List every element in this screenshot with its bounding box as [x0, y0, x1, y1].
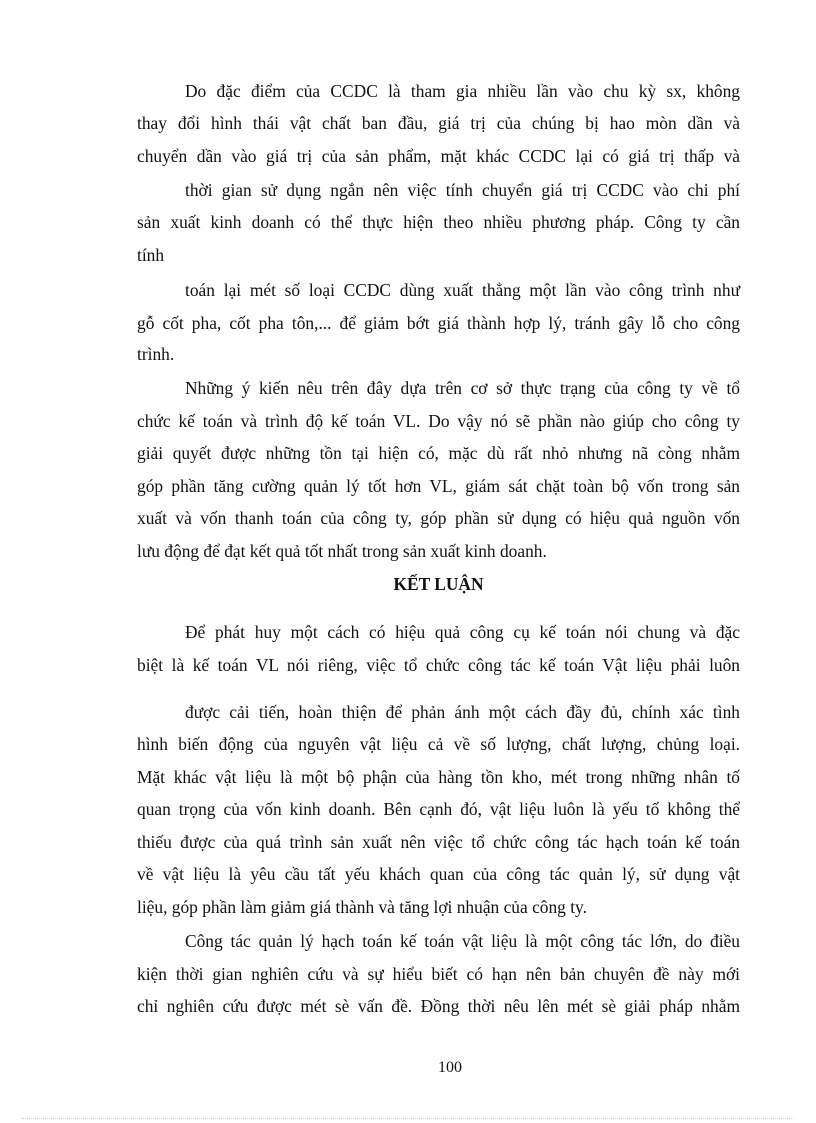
page-number: 100	[438, 1059, 462, 1076]
text-line: tính	[137, 245, 165, 265]
text-line: thiếu được của quá trình sản xuất nên việc tổ chức công tác hạch toán kế toán	[137, 832, 740, 852]
text-line: lưu động để đạt kết quả tốt nhất trong sản xuất kinh doanh.	[137, 541, 547, 561]
text-line: chuyển dần vào giá trị của sản phẩm, mặt khác CCDC lại có giá trị thấp và	[137, 146, 740, 166]
text-line: góp phần tăng cường quản lý tốt hơn VL, giám sát chặt toàn bộ vốn trong sản	[137, 476, 740, 496]
section-heading: KẾT LUẬN	[393, 574, 484, 594]
text-line: chỉ nghiên cứu được mét sè vấn đề. Đồng thời nêu lên mét sè giải pháp nhằm	[137, 996, 740, 1016]
text-line: Do đặc điểm của CCDC là tham gia nhiều lần vào chu kỳ sx, không	[185, 81, 740, 101]
text-line: thời gian sử dụng ngắn nên việc tính chuyển giá trị CCDC vào chi phí	[185, 180, 740, 200]
text-line: toán lại mét số loại CCDC dùng xuất thẳng một lần vào công trình như	[185, 280, 740, 300]
text-line: trình.	[137, 344, 175, 364]
page-bottom-divider	[22, 1118, 794, 1119]
text-line: quan trọng của vốn kinh doanh. Bên cạnh đó, vật liệu luôn là yếu tố không thể	[137, 799, 740, 819]
text-line: sản xuất kinh doanh có thể thực hiện theo nhiều phương pháp. Công ty cần	[137, 212, 740, 232]
text-line: được cải tiến, hoàn thiện để phản ánh một cách đầy đủ, chính xác tình	[185, 702, 740, 722]
text-line: Mặt khác vật liệu là một bộ phận của hàng tồn kho, mét trong những nhân tố	[137, 767, 740, 787]
text-line: về vật liệu là yêu cầu tất yếu khách quan của công tác quản lý, sử dụng vật	[137, 864, 740, 884]
text-line: biệt là kế toán VL nói riêng, việc tổ chức công tác kế toán Vật liệu phải luôn	[137, 655, 740, 675]
text-line: gỗ cốt pha, cốt pha tôn,... để giảm bớt giá thành hợp lý, tránh gây lỗ cho công	[137, 313, 740, 333]
text-line: xuất và vốn thanh toán của công ty, góp phần sử dụng có hiệu quả nguồn vốn	[137, 508, 740, 528]
text-line: kiện thời gian nghiên cứu và sự hiểu biết có hạn nên bản chuyên đề này mới	[137, 964, 740, 984]
text-line: thay đổi hình thái vật chất ban đầu, giá trị của chúng bị hao mòn dần và	[137, 113, 740, 133]
text-line: Những ý kiến nêu trên đây dựa trên cơ sở thực trạng của công ty về tổ	[185, 378, 740, 398]
text-line: giải quyết được những tồn tại hiện có, mặc dù rất nhỏ nhưng nã còng nhằm	[137, 443, 740, 463]
text-line: chức kế toán và trình độ kế toán VL. Do vậy nó sẽ phần nào giúp cho công ty	[137, 411, 740, 431]
text-line: liệu, góp phần làm giảm giá thành và tăng lợi nhuận của công ty.	[137, 897, 587, 917]
text-line: Công tác quản lý hạch toán kế toán vật liệu là một công tác lớn, do điều	[185, 931, 740, 951]
text-line: hình biến động của nguyên vật liệu cả về số lượng, chất lượng, chủng loại.	[137, 734, 740, 754]
text-line: Để phát huy một cách có hiệu quả công cụ kế toán nói chung và đặc	[185, 622, 740, 642]
